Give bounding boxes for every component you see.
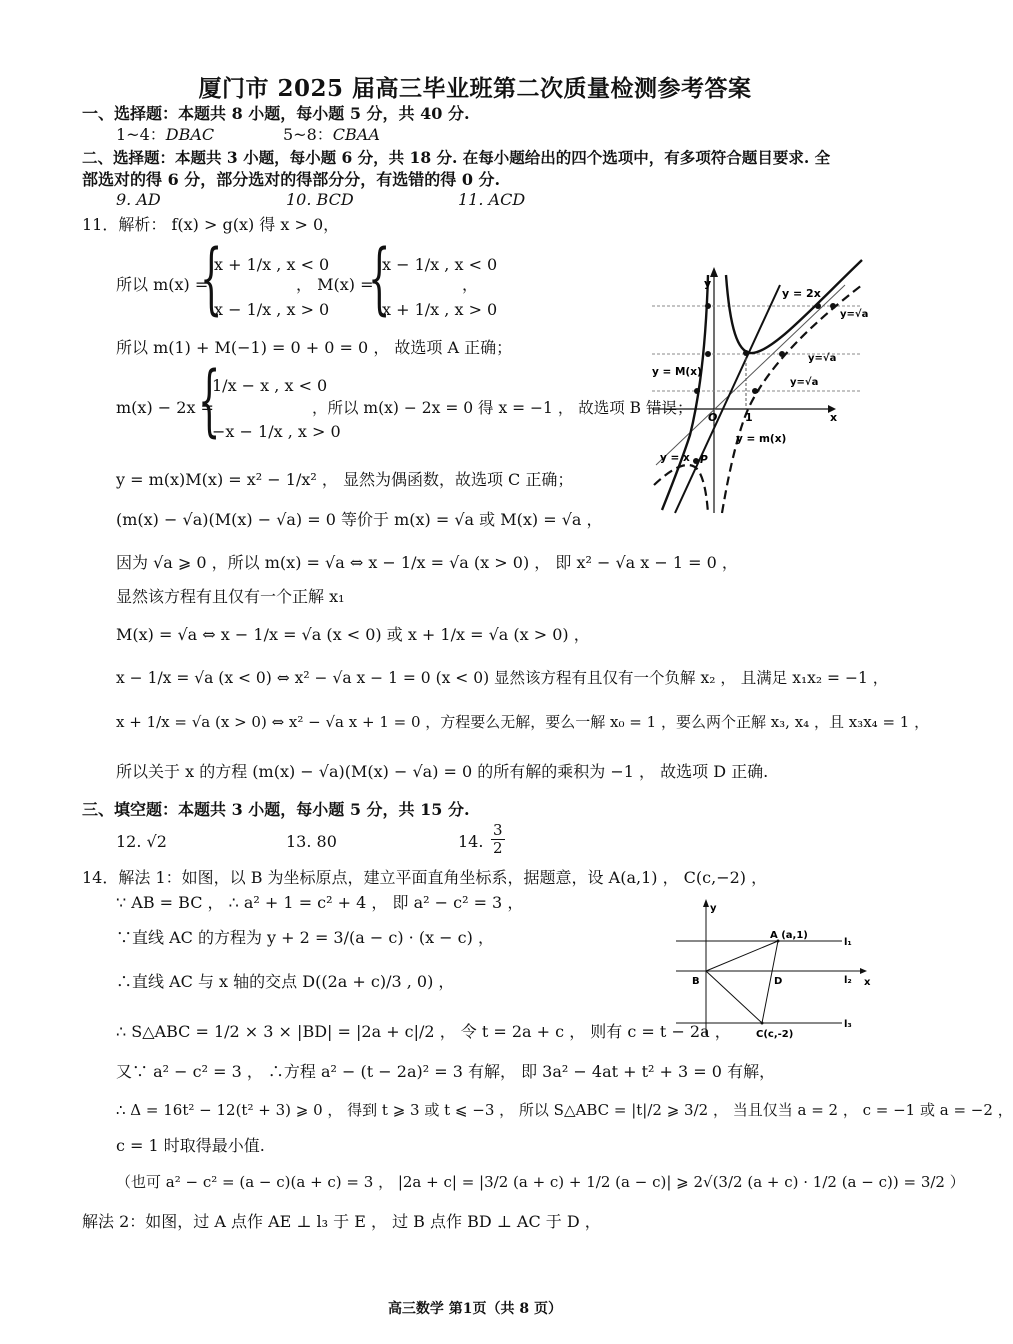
triangle-diagram	[672, 895, 877, 1045]
q14-line5: ∴ S△ABC = 1/2 × 3 × |BD| = |2a + c|/2 ， 令 t = 2a + c ， 则有 c = t − 2a ，	[116, 1022, 731, 1041]
q14-line7: ∴ Δ = 16t² − 12(t² + 3) ⩾ 0 ， 得到 t ⩾ 3 或 t ⩽ −3 ， 所以 S△ABC = |t|/2 ⩾ 3/2 ， 当且仅当 a = 2 ， c = −1 或 a = −2 ，	[116, 1101, 1013, 1119]
q11-m-case1: x + 1/x , x < 0	[214, 255, 330, 274]
graph2-y-label: y	[710, 903, 717, 914]
q14-line2: ∵ AB = BC ， ∴ a² + 1 = c² + 4 ， 即 a² − c² = 3 ，	[116, 893, 524, 912]
graph1-label-P: P	[700, 454, 708, 466]
graph1-one-label: 1	[745, 411, 753, 424]
q11-line9: M(x) = √a ⇔ x − 1/x = √a (x < 0) 或 x + 1/x = √a (x > 0) ，	[116, 625, 590, 644]
graph1-curve-M-right	[726, 260, 862, 353]
q11-M-case2: x + 1/x , x > 0	[382, 300, 498, 319]
q11-M-case1: x − 1/x , x < 0	[382, 255, 498, 274]
graph1-point	[815, 303, 821, 309]
q11-diff-suffix: ，所以 m(x) − 2x = 0 得 x = −1 ， 故选项 B 错误；	[312, 399, 693, 417]
page-footer: 高三数学 第1页（共 8 页）	[387, 1301, 563, 1317]
graph1-curve-m-left	[654, 465, 708, 513]
graph2-y-arrow	[703, 899, 709, 907]
answer-q14-numerator: 3	[493, 821, 503, 839]
answers-5-8-label: 5~8：	[283, 125, 333, 144]
q14-line4: ∴直线 AC 与 x 轴的交点 D((2a + c)/3 , 0) ，	[116, 972, 455, 991]
answer-q12: 12. √2	[116, 832, 167, 851]
answer-q14-fraction	[490, 822, 506, 857]
q11-line11: x + 1/x = √a (x > 0) ⇔ x² − √a x + 1 = 0 ，方程要么无解，要么一解 x₀ = 1 ，要么两个正解 x₃, x₄ ，且 x₃x₄ = 1 ，	[116, 713, 930, 731]
graph2-point-C	[761, 1022, 764, 1025]
graph2-x-arrow	[860, 968, 867, 974]
q14-line3: ∵直线 AC 的方程为 y + 2 = 3/(a − c) · (x − c) ，	[116, 928, 494, 947]
section2-heading-line2: 部选对的得 6 分，部分选对的得部分分，有选错的得 0 分.	[82, 170, 501, 189]
q11-M-def-prefix: ， M(x) =	[296, 275, 374, 294]
answer-q11: 11. ACD	[458, 190, 526, 209]
q14-line10: 解法 2：如图，过 A 点作 AE ⊥ l₃ 于 E ， 过 B 点作 BD ⊥ AC 于 D ，	[82, 1212, 601, 1231]
graph1-point	[743, 350, 749, 356]
graph1-point	[694, 388, 700, 394]
q14-line9: （也可 a² − c² = (a − c)(a + c) = 3 ， |2a + c| = |3/2 (a + c) + 1/2 (a − c)| ⩾ 2√(3/2 (a + c) · 1/2 (a − c)) = 3/2 ）	[116, 1173, 965, 1191]
function-graph	[650, 255, 869, 515]
q14-line6: 又∵ a² − c² = 3 ， ∴方程 a² − (t − 2a)² = 3 有解， 即 3a² − 4at + t² + 3 = 0 有解，	[116, 1062, 776, 1081]
graph1-label-yx: y = x	[660, 452, 690, 464]
graph2-label-l1: l₁	[844, 937, 852, 948]
q11-line1: 11．解析： f(x) > g(x) 得 x > 0，	[82, 215, 340, 234]
q11-line6: (m(x) − √a)(M(x) − √a) = 0 等价于 m(x) = √a 或 M(x) = √a ，	[116, 510, 603, 529]
answers-1-4	[116, 125, 214, 145]
graph1-point	[705, 351, 711, 357]
q14-line1: 14．解法 1：如图，以 B 为坐标原点，建立平面直角坐标系，据题意，设 A(a,1) ， C(c,−2) ，	[82, 868, 768, 887]
graph2-label-l2: l₂	[844, 975, 852, 986]
graph1-label-yM: y = M(x)	[652, 366, 702, 378]
graph1-label-y2x: y = 2x	[782, 287, 821, 300]
answer-q9: 9. AD	[116, 190, 161, 209]
left-brace-diff: {	[198, 356, 221, 446]
q11-m-def-prefix: 所以 m(x) =	[116, 275, 209, 294]
graph1-point	[752, 388, 758, 394]
q11-line12: 所以关于 x 的方程 (m(x) − √a)(M(x) − √a) = 0 的所有解的乘积为 −1 ， 故选项 D 正确.	[116, 762, 769, 781]
graph1-y-arrow	[710, 267, 718, 277]
graph1-label-sqrta-1: y=√a	[840, 309, 869, 320]
graph1-origin-label: O	[708, 411, 718, 424]
answers-1-4-label: 1~4：	[116, 125, 166, 144]
q11-line7: 因为 √a ⩾ 0 ，所以 m(x) = √a ⇔ x − 1/x = √a (x > 0) ， 即 x² − √a x − 1 = 0 ，	[116, 553, 738, 572]
graph1-y-label: y	[704, 277, 712, 290]
graph1-point	[830, 303, 836, 309]
left-brace-M: {	[368, 234, 391, 324]
graph2-label-D: D	[774, 976, 783, 987]
graph1-point	[705, 303, 711, 309]
graph2-label-B: B	[692, 976, 700, 987]
graph1-label-ym: y = m(x)	[736, 433, 787, 445]
graph1-label-sqrta-3: y=√a	[790, 377, 819, 388]
graph2-label-C: C(c,-2)	[756, 1029, 794, 1040]
q11-line3: 所以 m(1) + M(−1) = 0 + 0 = 0 ， 故选项 A 正确；	[116, 338, 513, 357]
graph1-label-sqrta-2: y=√a	[808, 353, 837, 364]
q11-line10: x − 1/x = √a (x < 0) ⇔ x² − √a x − 1 = 0 (x < 0) 显然该方程有且仅有一个负解 x₂ ， 且满足 x₁x₂ = −1 ，	[116, 669, 889, 687]
q11-diff-prefix: m(x) − 2x =	[116, 398, 214, 417]
answer-q14-label: 14.	[458, 832, 484, 851]
left-brace-m: {	[200, 234, 223, 324]
graph1-x-label: x	[830, 411, 838, 424]
section2-heading-line1: 二、选择题：本题共 3 小题，每小题 6 分，共 18 分. 在每小题给出的四个选项中，有多项符合题目要求. 全	[82, 148, 831, 167]
q11-m-case2: x − 1/x , x > 0	[214, 300, 330, 319]
q11-line8: 显然该方程有且仅有一个正解 x₁	[116, 587, 345, 606]
answers-5-8-value: CBAA	[332, 125, 380, 144]
section1-heading: 一、选择题：本题共 8 小题，每小题 5 分，共 40 分.	[82, 104, 470, 123]
page-title: 厦门市 2025 届高三毕业班第二次质量检测参考答案	[198, 75, 752, 102]
graph1-point	[779, 351, 785, 357]
q11-M-def-suffix: ，	[462, 275, 479, 294]
graph2-triangle	[706, 941, 778, 1023]
answers-5-8	[283, 125, 380, 145]
answer-q13: 13. 80	[286, 832, 337, 851]
answer-q10: 10. BCD	[286, 190, 354, 209]
graph2-label-A: A (a,1)	[770, 930, 808, 941]
q11-diff-case2: −x − 1/x , x > 0	[212, 422, 341, 441]
q11-line5: y = m(x)M(x) = x² − 1/x² ， 显然为偶函数，故选项 C 正确；	[116, 470, 574, 489]
q11-diff-case1: 1/x − x , x < 0	[212, 376, 328, 395]
graph2-label-l3: l₃	[844, 1019, 852, 1030]
answers-1-4-value: DBAC	[165, 125, 215, 144]
q14-line8: c = 1 时取得最小值.	[116, 1136, 265, 1155]
graph1-point-P	[693, 458, 699, 464]
graph2-x-label: x	[864, 977, 871, 988]
answer-q14-denominator: 2	[493, 839, 503, 857]
section3-heading: 三、填空题：本题共 3 小题，每小题 5 分，共 15 分.	[82, 800, 470, 819]
